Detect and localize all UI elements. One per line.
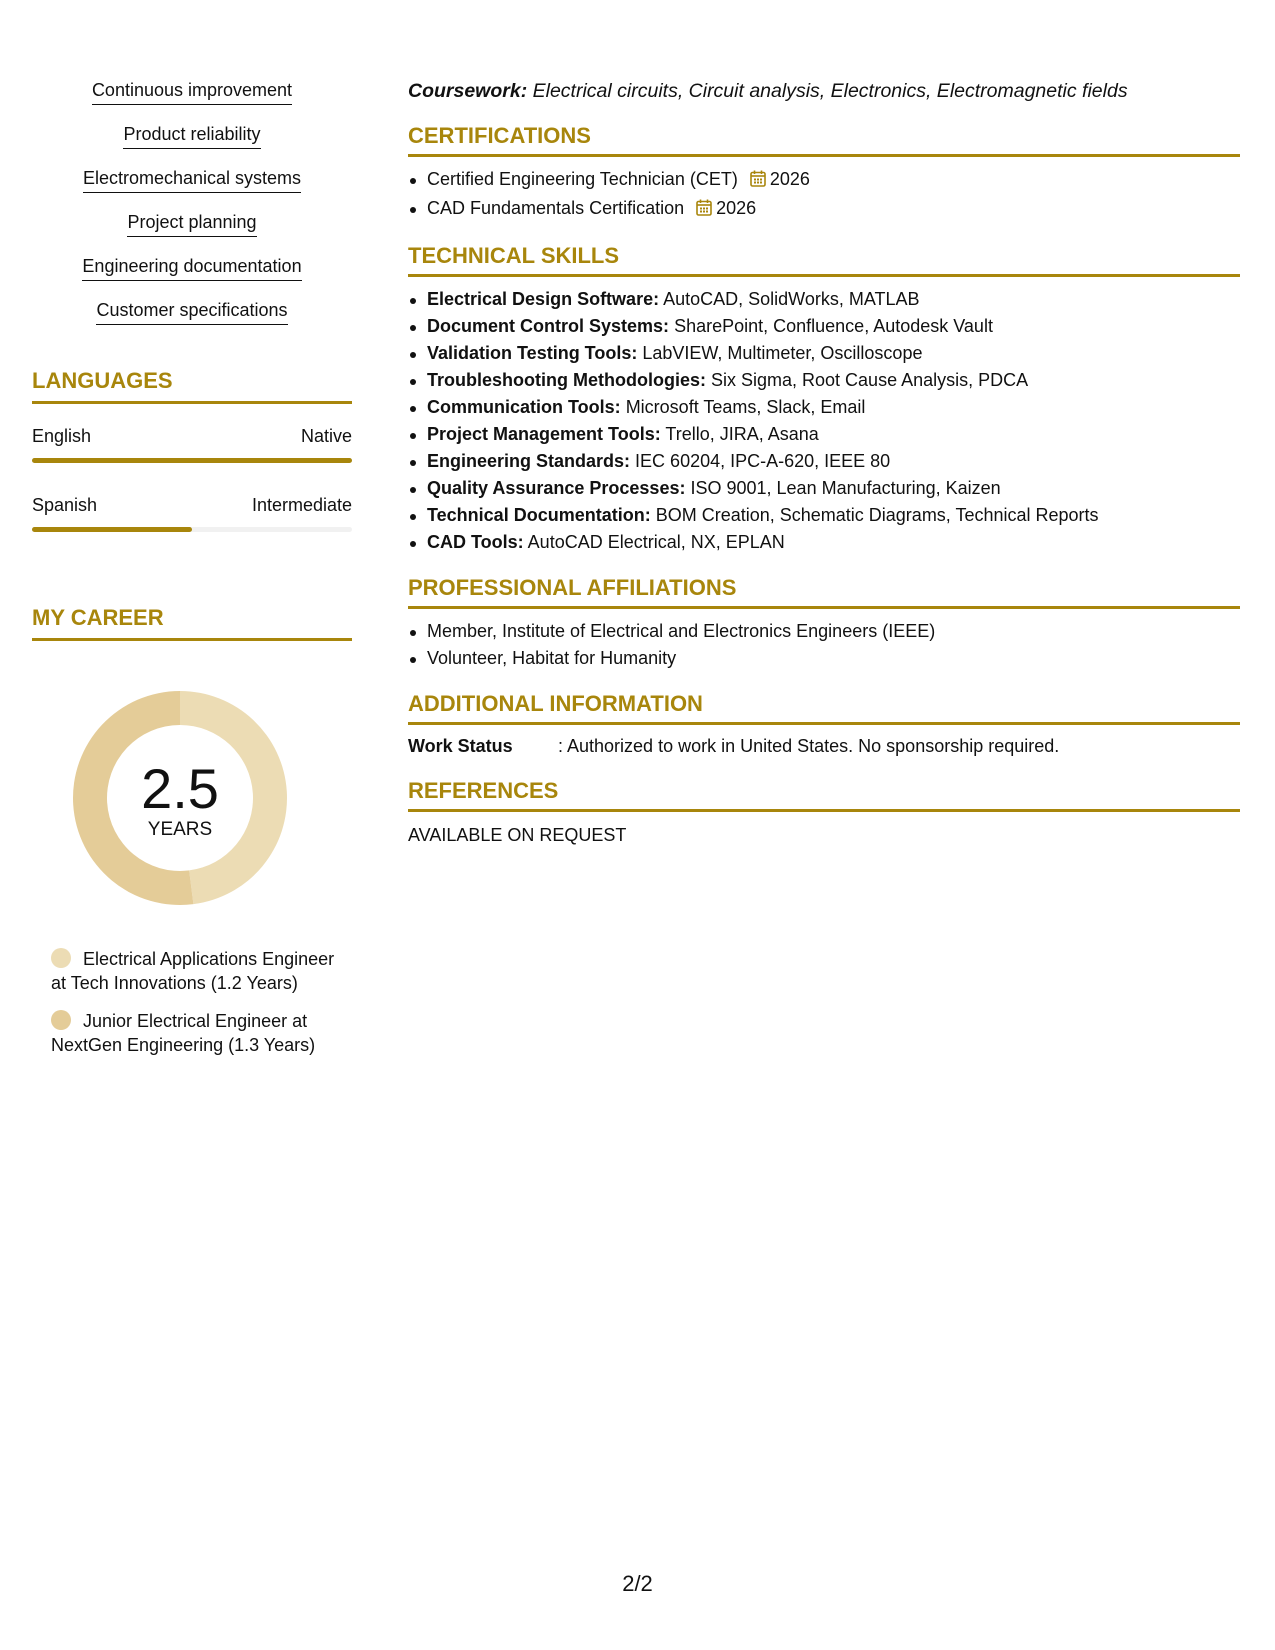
- calendar-icon: [696, 197, 712, 224]
- technical-skill-item: [408, 502, 1240, 529]
- language-bar-fill: [32, 458, 352, 463]
- certification-year: 2026: [716, 198, 757, 218]
- skill-value: Six Sigma, Root Cause Analysis, PDCA: [711, 370, 1029, 390]
- career-legend-item: [51, 947, 341, 995]
- affiliation-item: Volunteer, Habitat for Humanity: [408, 645, 1240, 672]
- skill-value: ISO 9001, Lean Manufacturing, Kaizen: [690, 478, 1001, 498]
- technical-skill-item: [408, 286, 1240, 313]
- language-row-spanish: [32, 493, 352, 517]
- career-total-unit: YEARS: [147, 819, 213, 840]
- certification-year: 2026: [769, 169, 810, 189]
- career-donut-chart: [67, 685, 293, 911]
- language-row-english: [32, 424, 352, 448]
- certification-name: Certified Engineering Technician (CET): [427, 169, 738, 189]
- language-bar: [32, 527, 352, 532]
- career-total-years: 2.5: [141, 757, 219, 820]
- career-heading: MY CAREER: [32, 604, 352, 641]
- affiliation-item: Member, Institute of Electrical and Electronics Engineers (IEEE): [408, 618, 1240, 645]
- language-bar: [32, 458, 352, 463]
- technical-skills-list: [408, 286, 1240, 556]
- skill-tag: Product reliability: [123, 122, 260, 149]
- languages-heading: LANGUAGES: [32, 367, 352, 404]
- coursework-line: [408, 78, 1240, 104]
- language-name: Spanish: [32, 495, 98, 515]
- career-legend-item: [51, 1009, 341, 1057]
- skill-tag: Continuous improvement: [92, 78, 292, 105]
- skill-label: Project Management Tools:: [427, 424, 661, 444]
- technical-skill-item: [408, 394, 1240, 421]
- skill-value: SharePoint, Confluence, Autodesk Vault: [674, 316, 993, 336]
- references-heading: REFERENCES: [408, 777, 1240, 812]
- technical-skill-item: [408, 313, 1240, 340]
- legend-dot: [51, 948, 71, 968]
- coursework-text: Electrical circuits, Circuit analysis, Electronics, Electromagnetic fields: [532, 80, 1128, 102]
- skill-tag: Customer specifications: [96, 298, 287, 325]
- certifications-list: [408, 166, 1240, 224]
- skill-value: Trello, JIRA, Asana: [665, 424, 819, 444]
- affiliations-heading: PROFESSIONAL AFFILIATIONS: [408, 574, 1240, 609]
- career-legend-label: Junior Electrical Engineer at NextGen Engineering (1.3 Years): [51, 1011, 316, 1055]
- skill-value: IEC 60204, IPC-A-620, IEEE 80: [635, 451, 891, 471]
- calendar-icon: [750, 168, 766, 195]
- additional-info-heading: ADDITIONAL INFORMATION: [408, 690, 1240, 725]
- technical-skill-item: [408, 448, 1240, 475]
- work-status-label: Work Status: [408, 736, 513, 756]
- certification-item: [408, 166, 1240, 195]
- coursework-label: Coursework:: [408, 80, 528, 102]
- skill-label: CAD Tools:: [427, 532, 524, 552]
- work-status-value: : Authorized to work in United States. No sponsorship required.: [558, 736, 1060, 756]
- skill-label: Document Control Systems:: [427, 316, 670, 336]
- certification-name: CAD Fundamentals Certification: [427, 198, 685, 218]
- references-text: AVAILABLE ON REQUEST: [408, 825, 627, 845]
- left-column: [32, 78, 352, 1071]
- skill-value: Microsoft Teams, Slack, Email: [625, 397, 866, 417]
- skills-list: [32, 78, 352, 325]
- technical-skill-item: [408, 340, 1240, 367]
- right-column: [408, 78, 1240, 848]
- language-level: Intermediate: [251, 495, 352, 515]
- skill-label: Electrical Design Software:: [427, 289, 660, 309]
- career-legend-label: Electrical Applications Engineer at Tech Innovations (1.2 Years): [51, 949, 335, 993]
- technical-skill-item: [408, 367, 1240, 394]
- skill-value: LabVIEW, Multimeter, Oscilloscope: [642, 343, 923, 363]
- skill-label: Technical Documentation:: [427, 505, 651, 525]
- donut-center: [67, 685, 293, 911]
- language-level: Native: [300, 426, 352, 446]
- certifications-heading: CERTIFICATIONS: [408, 122, 1240, 157]
- affiliations-list: [408, 618, 1240, 672]
- technical-skill-item: [408, 475, 1240, 502]
- work-status-row: [408, 733, 1240, 759]
- skill-tag: Engineering documentation: [82, 254, 301, 281]
- technical-skill-item: [408, 529, 1240, 556]
- skill-label: Quality Assurance Processes:: [427, 478, 686, 498]
- skill-value: BOM Creation, Schematic Diagrams, Technical Reports: [655, 505, 1099, 525]
- technical-skills-heading: TECHNICAL SKILLS: [408, 242, 1240, 277]
- skill-value: AutoCAD, SolidWorks, MATLAB: [663, 289, 920, 309]
- skill-label: Engineering Standards:: [427, 451, 631, 471]
- technical-skill-item: [408, 421, 1240, 448]
- skill-value: AutoCAD Electrical, NX, EPLAN: [527, 532, 785, 552]
- career-legend: [51, 947, 341, 1057]
- language-bar-fill: [32, 527, 192, 532]
- skill-tag: Electromechanical systems: [83, 166, 301, 193]
- legend-dot: [51, 1010, 71, 1030]
- skill-tag: Project planning: [127, 210, 256, 237]
- skill-label: Validation Testing Tools:: [427, 343, 638, 363]
- page-number: 2/2: [622, 1571, 653, 1596]
- certification-item: [408, 195, 1240, 224]
- skill-label: Communication Tools:: [427, 397, 621, 417]
- skill-label: Troubleshooting Methodologies:: [427, 370, 706, 390]
- language-name: English: [32, 426, 92, 446]
